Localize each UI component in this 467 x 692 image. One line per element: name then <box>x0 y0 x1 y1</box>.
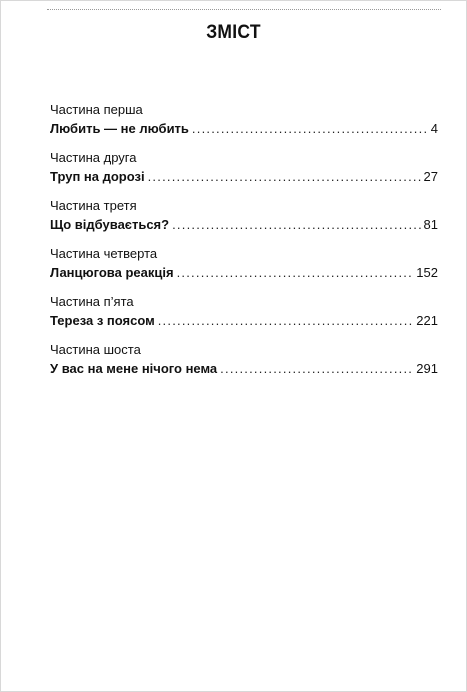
toc-dot-leader <box>192 120 428 138</box>
toc-part <box>50 293 438 341</box>
toc-page-number: 221 <box>416 313 438 328</box>
toc-entry-title: Тереза з поясом <box>50 313 155 328</box>
page-title: ЗМІСТ <box>206 22 261 43</box>
toc-part <box>50 101 438 149</box>
toc-entry-title: Любить — не любить <box>50 121 189 136</box>
toc-entry[interactable] <box>50 312 438 330</box>
top-dotted-rule <box>47 9 441 10</box>
toc-dot-leader <box>172 216 420 234</box>
toc-entry-title: Ланцюгова реакція <box>50 265 174 280</box>
toc-page-number: 291 <box>416 361 438 376</box>
toc-dot-leader <box>158 312 414 330</box>
toc-entry[interactable] <box>50 168 438 186</box>
toc-entry-title: У вас на мене нічого нема <box>50 361 218 376</box>
toc-dot-leader <box>177 264 414 282</box>
toc-page-number: 4 <box>430 121 438 136</box>
toc-part-label: Частина перша <box>50 102 143 117</box>
toc-part <box>50 341 438 389</box>
table-of-contents <box>50 101 438 389</box>
toc-entry[interactable] <box>50 360 438 378</box>
toc-part <box>50 245 438 293</box>
toc-entry[interactable] <box>50 120 438 138</box>
toc-dot-leader <box>220 360 413 378</box>
toc-dot-leader <box>148 168 421 186</box>
toc-entry[interactable] <box>50 264 438 282</box>
toc-page-number: 81 <box>423 217 438 232</box>
toc-entry-title: Труп на дорозі <box>50 169 145 184</box>
toc-part-label: Частина третя <box>50 198 137 213</box>
toc-part-label: Частина шоста <box>50 342 141 357</box>
toc-entry[interactable] <box>50 216 438 234</box>
toc-part-label: Частина друга <box>50 150 137 165</box>
toc-part <box>50 149 438 197</box>
toc-entry-title: Що відбувається? <box>50 217 170 232</box>
toc-part <box>50 197 438 245</box>
toc-part-label: Частина п’ята <box>50 294 134 309</box>
toc-page-number: 152 <box>416 265 438 280</box>
toc-part-label: Частина четверта <box>50 246 158 261</box>
toc-page-number: 27 <box>423 169 438 184</box>
